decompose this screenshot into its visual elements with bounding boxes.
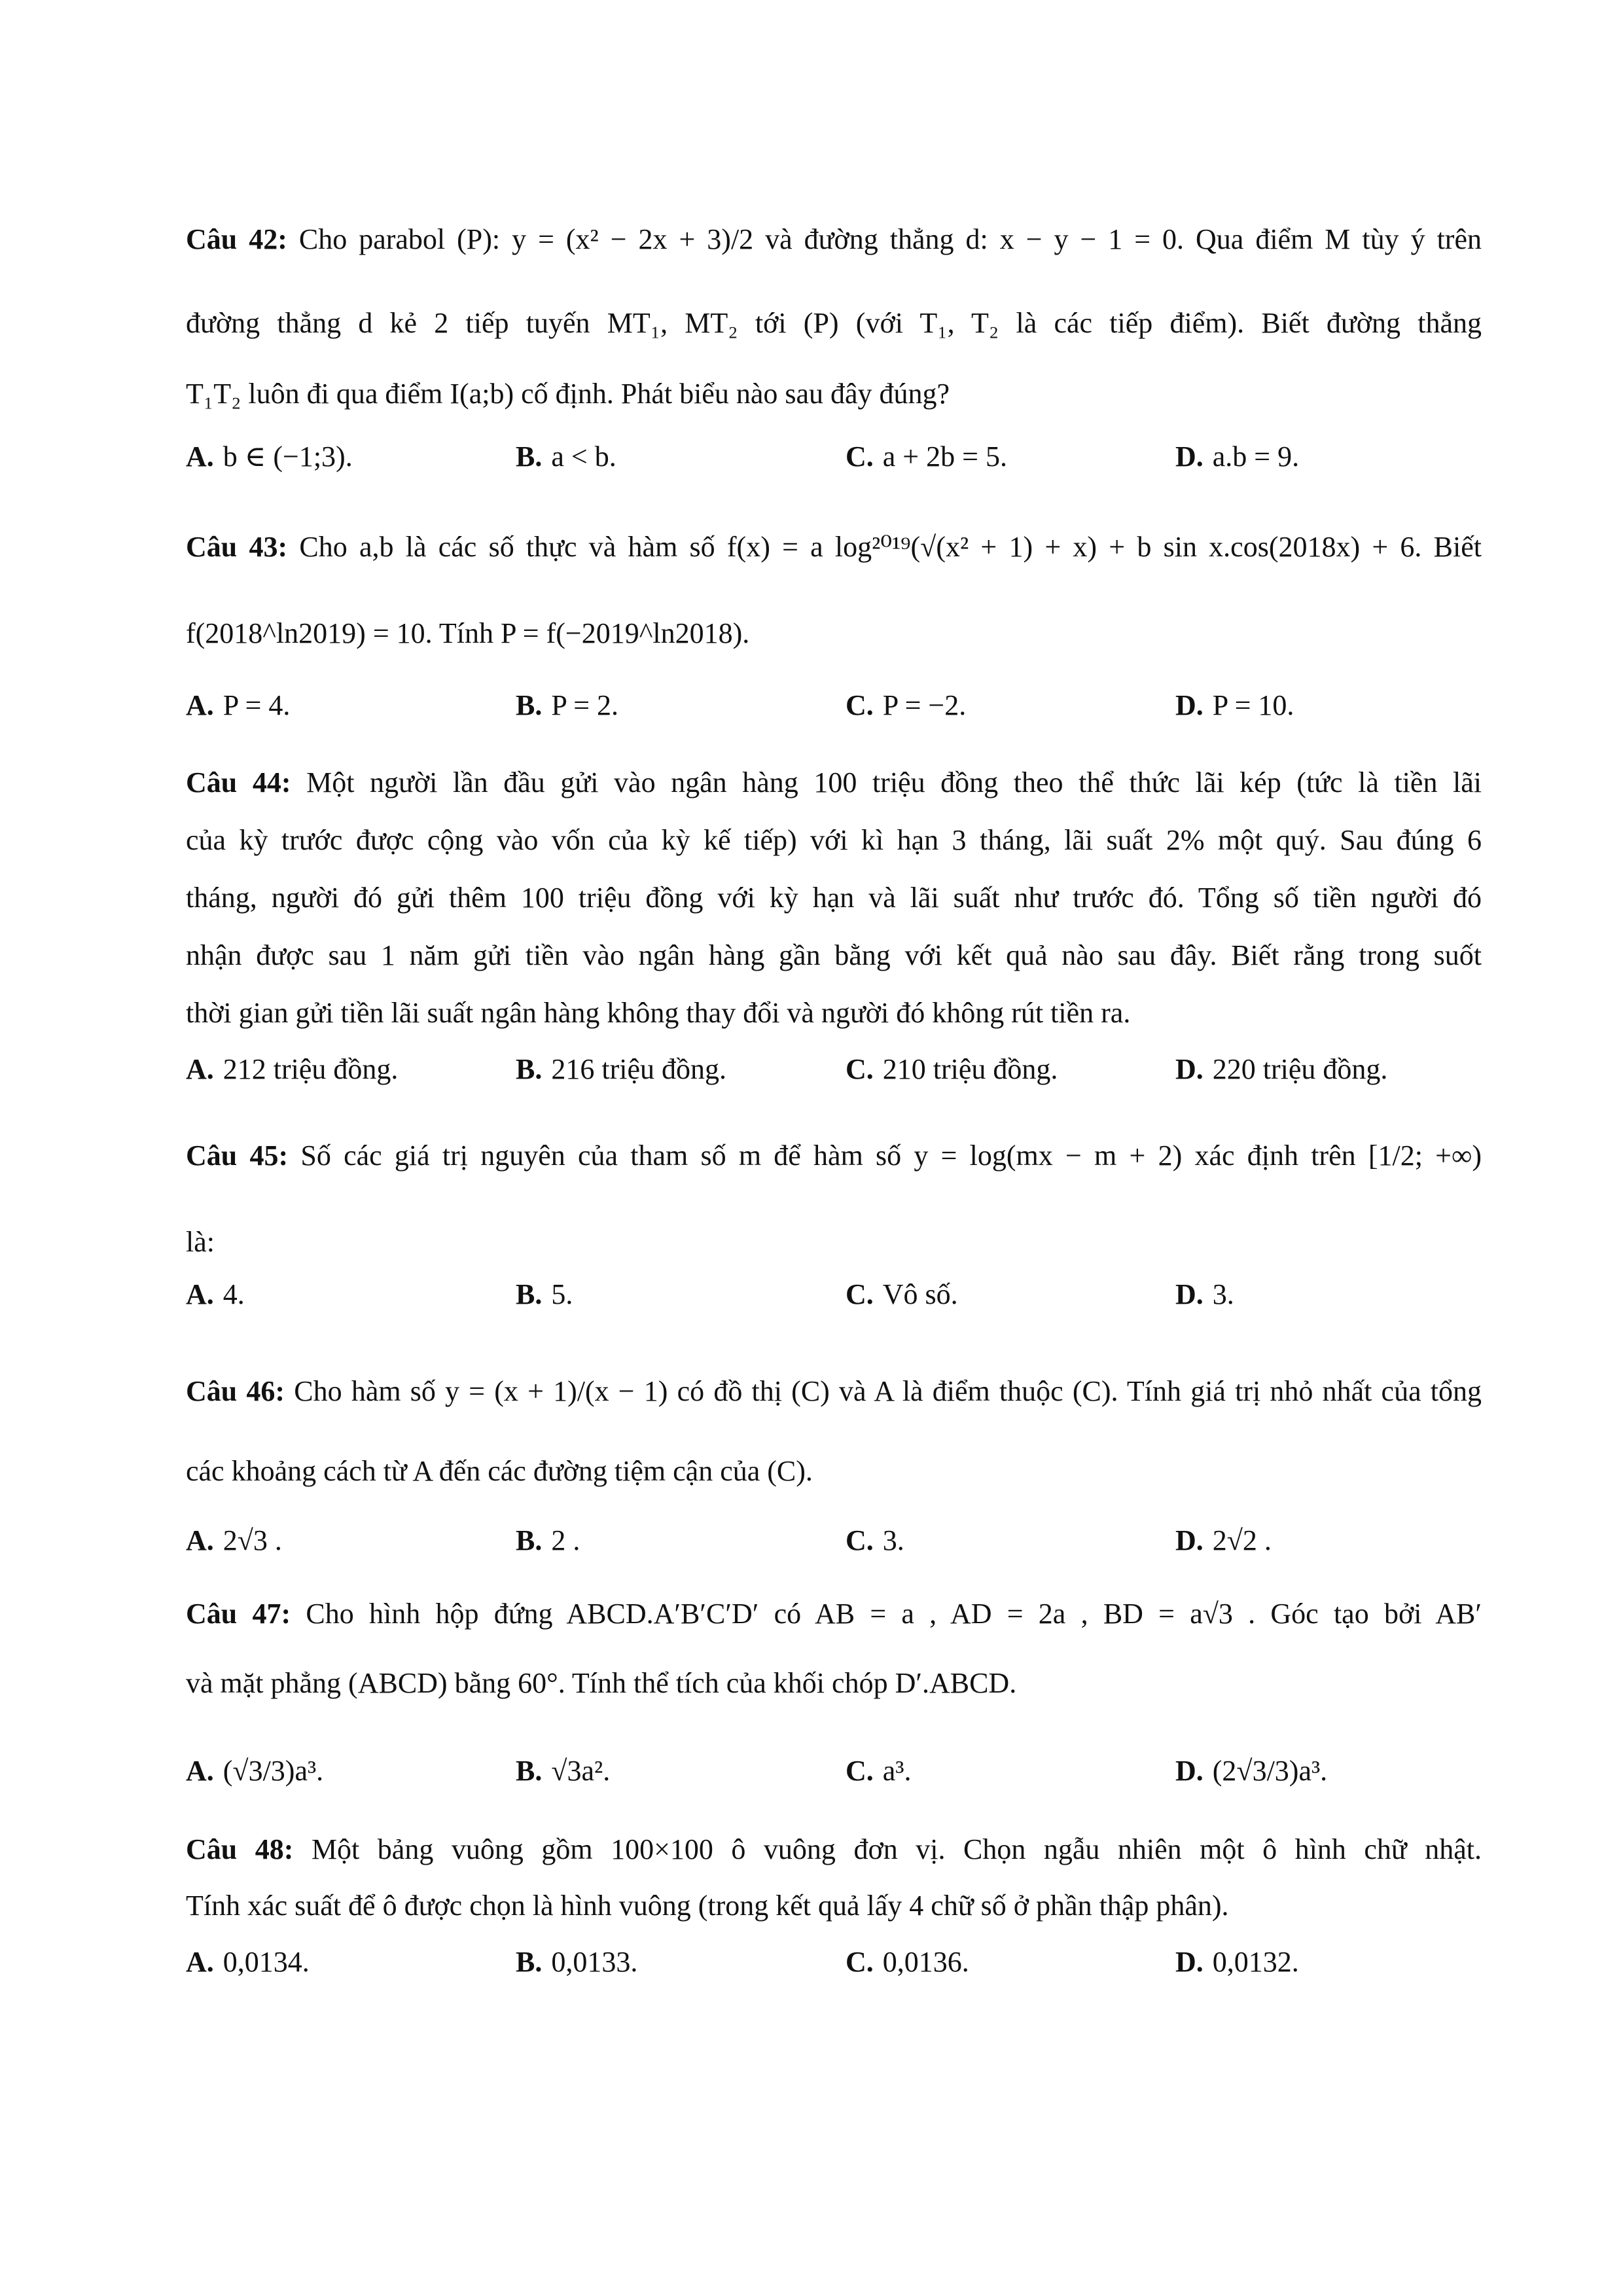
question-label: Câu 45: — [186, 1139, 289, 1172]
question-line: tháng, người đó gửi thêm 100 triệu đồng với kỳ hạn và lãi suất như trước đó. Tổng số tiền người đó — [186, 882, 1482, 914]
option-c[interactable]: C. 210 triệu đồng. — [846, 1053, 1058, 1085]
question-line: nhận được sau 1 năm gửi tiền vào ngân hàng gần bằng với kết quả nào sau đây. Biết rằng trong suốt — [186, 939, 1482, 971]
question-line: Một bảng vuông gồm 100×100 ô vuông đơn vị. Chọn ngẫu nhiên một ô hình chữ nhật. — [311, 1833, 1482, 1865]
question-label: Câu 44: — [186, 766, 291, 798]
option-d[interactable]: D. 220 triệu đồng. — [1175, 1053, 1388, 1085]
question-text — [186, 1597, 1482, 1630]
option-c[interactable]: C. 0,0136. — [846, 1946, 969, 1978]
question-line: Số các giá trị nguyên của tham số m để hàm số y = log(mx − m + 2) xác định trên [1/2; +∞) — [300, 1139, 1482, 1172]
option-b[interactable]: B. 0,0133. — [516, 1946, 638, 1978]
option-d[interactable]: D. 0,0132. — [1175, 1946, 1299, 1978]
question-line: Một người lần đầu gửi vào ngân hàng 100 triệu đồng theo thể thức lãi kép (tức là tiền lãi — [306, 766, 1482, 798]
question-line: và mặt phẳng (ABCD) bằng 60°. Tính thể tích của khối chóp D′.ABCD. — [186, 1667, 1017, 1699]
option-b[interactable]: B. √3a². — [516, 1755, 611, 1787]
question-label: Câu 46: — [186, 1375, 285, 1407]
option-b[interactable]: B. 5. — [516, 1278, 573, 1310]
question-label: Câu 47: — [186, 1598, 291, 1630]
question-label: Câu 42: — [186, 223, 287, 255]
question-line: thời gian gửi tiền lãi suất ngân hàng không thay đổi và người đó không rút tiền ra. — [186, 997, 1131, 1029]
question-line: Cho a,b là các số thực và hàm số f(x) = a log²⁰¹⁹(√(x² + 1) + x) + b sin x.cos(2018x) + 6. Biết — [299, 531, 1482, 563]
option-a[interactable]: A. 2√3 . — [186, 1524, 282, 1556]
option-d[interactable]: D. (2√3/3)a³. — [1175, 1755, 1328, 1787]
question-line: T₁T₂ luôn đi qua điểm I(a;b) cố định. Phát biểu nào sau đây đúng? — [186, 378, 950, 410]
question-text — [186, 1833, 1482, 1866]
option-b[interactable]: B. 216 triệu đồng. — [516, 1053, 726, 1085]
option-b[interactable]: B. 2 . — [516, 1524, 580, 1556]
question-line: của kỳ trước được cộng vào vốn của kỳ kế tiếp) với kì hạn 3 tháng, lãi suất 2% một quý. Sau đúng 6 — [186, 824, 1482, 856]
option-a[interactable]: A. P = 4. — [186, 689, 291, 721]
question-text — [186, 766, 1482, 799]
question-text — [186, 1374, 1482, 1408]
question-line: Cho parabol (P): y = (x² − 2x + 3)/2 và đường thẳng d: x − y − 1 = 0. Qua điểm M tùy ý trên — [298, 223, 1482, 255]
question-line: f(2018^ln2019) = 10. Tính P = f(−2019^ln2018). — [186, 617, 750, 649]
option-d[interactable]: D. a.b = 9. — [1175, 440, 1300, 473]
option-a[interactable]: A. (√3/3)a³. — [186, 1755, 324, 1787]
question-label: Câu 48: — [186, 1833, 294, 1865]
option-c[interactable]: C. a³. — [846, 1755, 912, 1787]
question-label: Câu 43: — [186, 531, 288, 563]
question-text — [186, 530, 1482, 564]
option-c[interactable]: C. 3. — [846, 1524, 904, 1556]
question-line: Cho hàm số y = (x + 1)/(x − 1) có đồ thị (C) và A là điểm thuộc (C). Tính giá trị nhỏ nhất của tổng — [294, 1375, 1482, 1407]
question-line: là: — [186, 1226, 215, 1258]
question-line: Cho hình hộp đứng ABCD.A′B′C′D′ có AB = a , AD = 2a , BD = a√3 . Góc tạo bởi AB′ — [306, 1598, 1482, 1630]
option-b[interactable]: B. P = 2. — [516, 689, 619, 721]
option-b[interactable]: B. a < b. — [516, 440, 616, 473]
option-a[interactable]: A. 4. — [186, 1278, 245, 1310]
option-a[interactable]: A. 0,0134. — [186, 1946, 310, 1978]
question-line: đường thẳng d kẻ 2 tiếp tuyến MT₁, MT₂ tới (P) (với T₁, T₂ là các tiếp điểm). Biết đường thẳng — [186, 307, 1482, 339]
option-d[interactable]: D. 3. — [1175, 1278, 1234, 1310]
option-c[interactable]: C. Vô số. — [846, 1278, 958, 1310]
option-a[interactable]: A. b ∈ (−1;3). — [186, 440, 353, 473]
question-text — [186, 223, 1482, 256]
option-c[interactable]: C. P = −2. — [846, 689, 967, 721]
option-c[interactable]: C. a + 2b = 5. — [846, 440, 1007, 473]
option-d[interactable]: D. P = 10. — [1175, 689, 1294, 721]
option-d[interactable]: D. 2√2 . — [1175, 1524, 1272, 1556]
option-a[interactable]: A. 212 triệu đồng. — [186, 1053, 399, 1085]
question-text — [186, 1139, 1482, 1172]
question-line: Tính xác suất để ô được chọn là hình vuông (trong kết quả lấy 4 chữ số ở phần thập phân). — [186, 1890, 1229, 1922]
question-line: các khoảng cách từ A đến các đường tiệm cận của (C). — [186, 1455, 813, 1487]
